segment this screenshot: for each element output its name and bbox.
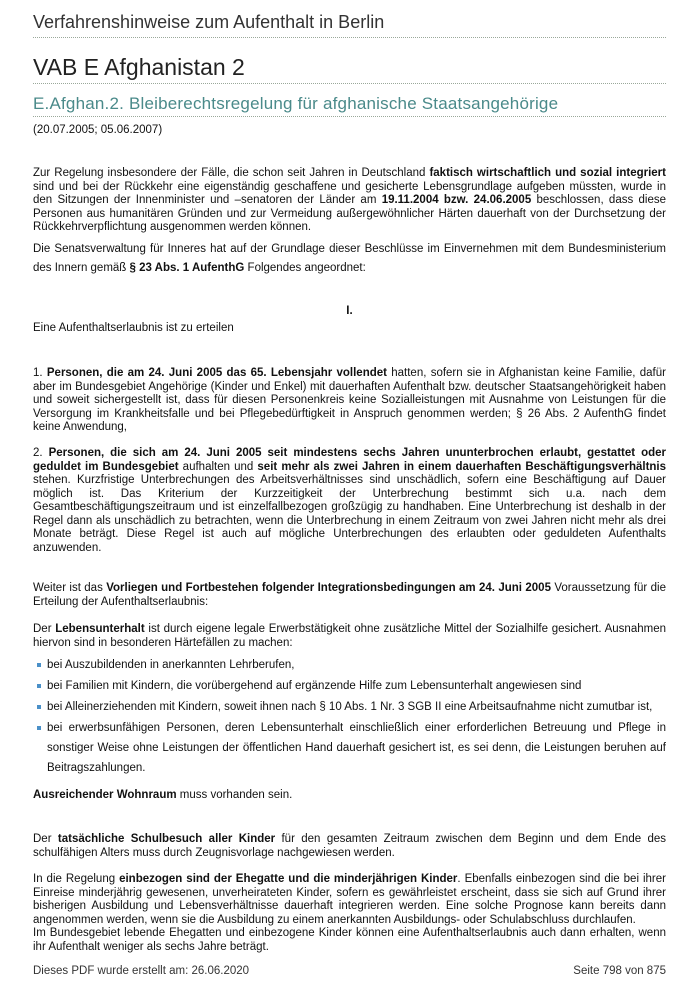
intro-paragraph: Zur Regelung insbesondere der Fälle, die schon seit Jahren in Deutschland faktisch wirtschaftlich und sozial integriert sind und bei der Rückkehr eine eigenständig geschaffene und gesicherte Lebensgrundlage aufgeben müssten, wurde in den Sitzungen der Innenminister und –senatoren der Länder am 19.11.2004 bzw. 24.06.2005 beschlossen, dass diese Personen aus humanitären Gründen und zur Vermeidung außergewöhnlicher Härten dauerhaft von der Durchsetzung der Rückkehrverpflichtung ausgenommen werden können. [33, 167, 666, 233]
item-2: 2. Personen, die sich am 24. Juni 2005 seit mindestens sechs Jahren ununterbrochen erlaubt, gestattet oder geduldet im Bundesgebiet aufhalten und seit mehr als zwei Jahren in einem dauerhaften Beschäftigungsverhältnis stehen. Kurzfristige Unterbrechungen des Arbeitsverhältnisses sind unschädlich, sofern eine Beschäftigung auf Dauer möglich ist. Das Kriterium der Kurzzeitigkeit der Unterbrechung bestimmt sich u.a. nach dem Gesamtbeschäftigungszeitraum und ist einzelfallbezogen großzügig zu handhaben. Eine Unterbrechung ist deshalb in der Regel dann als unschädlich zu betrachten, wenn die Unterbrechung in einem Zeitraum von zwei Jahren nicht mehr als drei Monate beträgt. Diese Regel ist auch auf mögliche Unterbrechungen des erlaubten oder geduldeten Aufenthalts anzuwenden. [33, 447, 667, 554]
page-title: VAB E Afghanistan 2 [33, 54, 245, 80]
footer-created: Dieses PDF wurde erstellt am: 26.06.2020 [33, 965, 250, 977]
exceptions-list [33, 655, 666, 779]
bullet-square-icon [37, 663, 41, 667]
list-item: bei Alleinerziehenden mit Kindern, soweit ihnen nach § 10 Abs. 1 Nr. 3 SGB II eine Arbeitsaufnahme nicht zumutbar ist, [33, 697, 666, 717]
revision-dates: (20.07.2005; 05.06.2007) [33, 124, 163, 136]
footer-page-number: Seite 798 von 875 [573, 965, 666, 977]
section-numeral: I. [346, 305, 353, 317]
school-paragraph: Der tatsächliche Schulbesuch aller Kinder für den gesamten Zeitraum zwischen dem Beginn und dem Ende des schulfähigen Alters muss durch Zeugnisvorlage nachgewiesen werden. [33, 833, 667, 859]
divider [33, 83, 666, 84]
list-item: bei erwerbsunfähigen Personen, deren Lebensunterhalt einschließlich einer erforderlichen Betreuung und Pflege in sonstiger Weise ohne Leistungen der öffentlichen Hand dauerhaft gesichert ist, es sei denn, die Leistungen beruhen auf Beitragszahlungen. [33, 718, 666, 778]
document-page [33, 0, 666, 990]
bullet-square-icon [37, 705, 41, 709]
bullet-square-icon [37, 684, 41, 688]
integration-paragraph: Weiter ist das Vorliegen und Fortbestehen folgender Integrationsbedingungen am 24. Juni 2005 Voraussetzung für die Erteilung der Aufenthaltserlaubnis: [33, 582, 666, 608]
divider [33, 37, 666, 38]
section-subtitle: E.Afghan.2. Bleiberechtsregelung für afghanische Staatsangehörige [33, 94, 559, 113]
list-item: bei Familien mit Kindern, die vorübergehend auf ergänzende Hilfe zum Lebensunterhalt angewiesen sind [33, 676, 666, 696]
site-title: Verfahrenshinweise zum Aufenthalt in Berlin [33, 12, 385, 32]
lead-sentence: Eine Aufenthaltserlaubnis ist zu erteilen [33, 322, 234, 334]
decree-paragraph: Die Senatsverwaltung für Inneres hat auf der Grundlage dieser Beschlüsse im Einvernehmen mit dem Bundesministerium des Innern gemäß § 23 Abs. 1 AufenthG Folgendes angeordnet: [33, 243, 666, 274]
list-item: bei Auszubildenden in anerkannten Lehrberufen, [33, 655, 666, 675]
livelihood-paragraph: Der Lebensunterhalt ist durch eigene legale Erwerbstätigkeit ohne zusätzliche Mittel der Sozialhilfe gesichert. Ausnahmen hiervon sind in besonderen Härtefällen zu machen: [33, 623, 666, 649]
family-paragraph: In die Regelung einbezogen sind der Ehegatte und die minderjährigen Kinder. Ebenfalls einbezogen sind die bei ihrer Einreise minderjährig gewesenen, unverheirateten Kinder, sofern es gewährleistet erscheint, dass sie sich auf Grund ihrer bisherigen Ausbildung und Lebensverhältnisse dauerhaft integrieren werden. Eine solche Prognose kann bereits dann angenommen werden, wenn sie die Ausbildung zu einem anerkannten Ausbildungs- oder Schulabschluss durchlaufen. Im Bundesgebiet lebende Ehegatten und einbezogene Kinder können eine Aufenthaltserlaubnis auch dann erhalten, wenn ihr Aufenthalt weniger als sechs Jahre beträgt. [33, 873, 666, 953]
divider [33, 116, 666, 117]
bullet-square-icon [37, 726, 41, 730]
item-1: 1. Personen, die am 24. Juni 2005 das 65. Lebensjahr vollendet hatten, sofern sie in Afghanistan keine Familie, dafür aber im Bundesgebiet Angehörige (Kinder und Enkel) mit dauerhaften Aufenthalt bzw. deutscher Staatsangehörigkeit haben und soweit sichergestellt ist, dass für diesen Personenkreis keine Sozialleistungen mit Ausnahme von Leistungen für die Versorgung im Krankheitsfalle und bei Pflegebedürftigkeit in Anspruch genommen werden; § 26 Abs. 2 AufenthG findet keine Anwendung, [33, 367, 666, 433]
housing-paragraph: Ausreichender Wohnraum muss vorhanden sein. [33, 789, 293, 801]
